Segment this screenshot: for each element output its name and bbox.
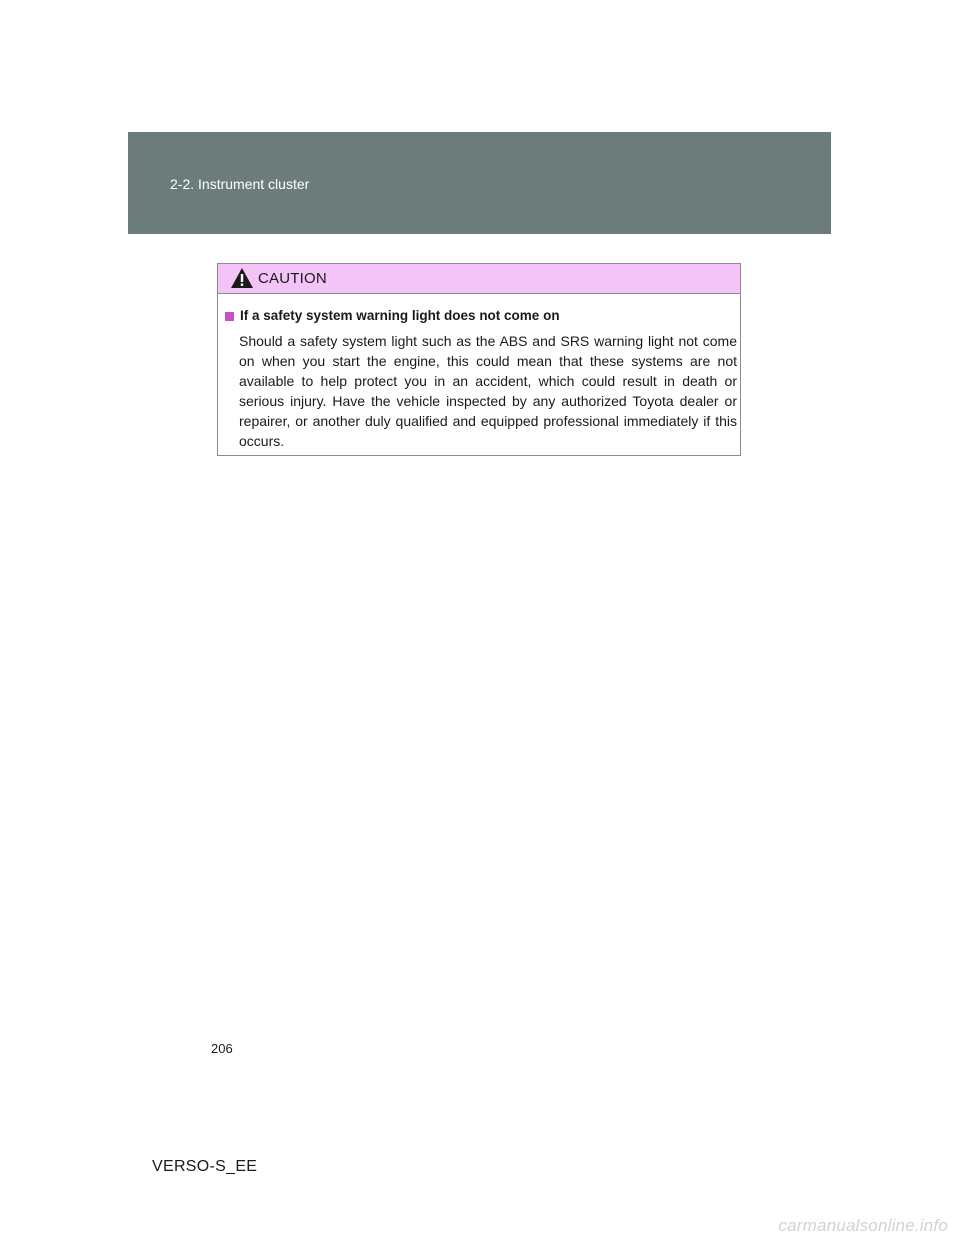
section-header-band	[128, 132, 831, 234]
caution-item-text: Should a safety system light such as the ABS and SRS warning light not come on when you start the engine, this could mean that these systems are not available to help protect you in an accident, which could result in death or serious injury. Have the vehicle inspected by any authorized Toyota dealer or repairer, or another duly qualified and equipped professional immediately if this occurs.	[239, 333, 737, 449]
caution-title: CAUTION	[258, 270, 327, 287]
caution-body	[225, 308, 737, 451]
section-title: 2-2. Instrument cluster	[170, 176, 310, 192]
caution-header	[218, 264, 740, 294]
caution-item-heading-text: If a safety system warning light does not come on	[240, 308, 560, 323]
page-number: 206	[211, 1041, 233, 1056]
model-code: VERSO-S_EE	[152, 1158, 258, 1175]
warning-triangle-icon	[230, 267, 254, 289]
caution-item-heading	[225, 308, 737, 324]
square-bullet-icon	[225, 312, 234, 321]
watermark: carmanualsonline.info	[778, 1216, 948, 1235]
caution-box	[217, 263, 741, 456]
